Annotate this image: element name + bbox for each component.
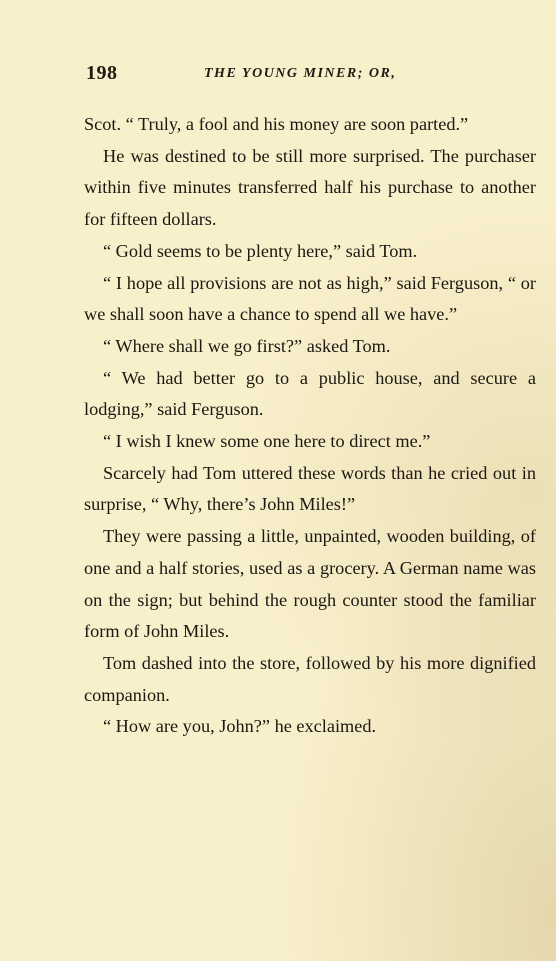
paragraph: “ How are you, John?” he exclaimed. xyxy=(103,716,377,737)
paragraph: He was destined to be still more surprised. The purchaser within five minutes transferred half his purchase to another for fifteen dollars. xyxy=(84,145,536,230)
paragraph: Scot. “ Truly, a fool and his money are soon parted.” xyxy=(84,114,469,134)
page-header xyxy=(86,62,526,92)
paragraph: “ We had better go to a public house, and secure a lodging,” said Ferguson. xyxy=(84,367,536,420)
page-number: 198 xyxy=(86,62,118,84)
paragraph: Scarcely had Tom uttered these words than he cried out in surprise, “ Why, there’s John Miles!” xyxy=(84,462,536,515)
paragraph: “ I wish I knew some one here to direct me.” xyxy=(103,431,431,452)
paragraph: Tom dashed into the store, followed by his more dignified companion. xyxy=(84,652,536,705)
paragraph: “ Gold seems to be plenty here,” said Tom. xyxy=(103,240,418,261)
body-text xyxy=(84,109,536,743)
running-head: THE YOUNG MINER; OR, xyxy=(204,66,397,81)
paragraph: They were passing a little, unpainted, wooden building, of one and a half stories, used as a grocery. A German name was on the sign; but behind the rough counter stood the familiar form of John Miles. xyxy=(84,526,536,642)
paragraph: “ Where shall we go first?” asked Tom. xyxy=(103,335,391,356)
paragraph: “ I hope all provisions are not as high,” said Ferguson, “ or we shall soon have a chance to spend all we have.” xyxy=(84,272,536,325)
